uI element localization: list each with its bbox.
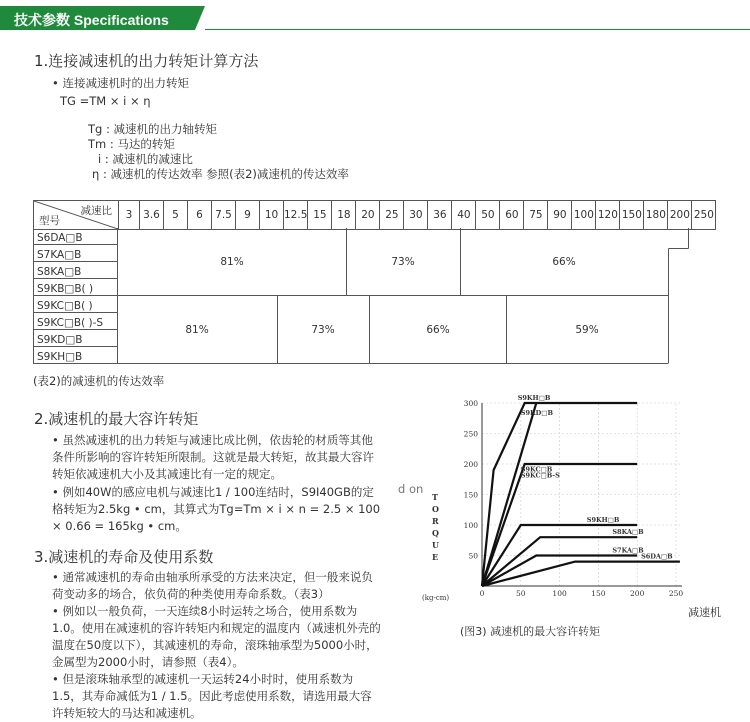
ratio-cell: 100 — [572, 201, 596, 230]
efficiency-value: 66% — [426, 324, 450, 336]
type-header: 型号 — [39, 215, 60, 227]
stray-text: d on — [398, 482, 424, 496]
x-tick-label: 150 — [591, 589, 606, 598]
header-title: 技术参数 Specifications — [14, 12, 169, 28]
section1-bullet: • 连接减速机时的出力转矩 — [52, 76, 189, 90]
ratio-cell: 180 — [644, 201, 668, 230]
y-label-letter: R — [432, 516, 439, 526]
efficiency-value: 73% — [311, 324, 335, 336]
efficiency-value: 59% — [575, 324, 599, 336]
ratio-cell: 90 — [548, 201, 572, 230]
section3-title: 3.减速机的寿命及使用系数 — [34, 548, 214, 566]
efficiency-value: 81% — [220, 256, 244, 268]
y-label-letter: E — [432, 552, 439, 562]
model-cell: S7KA□B — [37, 249, 82, 261]
y-tick-label: 100 — [463, 521, 478, 530]
header-rule — [205, 29, 750, 30]
section-header — [0, 0, 750, 34]
def-eta: η : 减速机的传达效率 参照(表2)减速机的传达效率 — [92, 167, 349, 181]
ratio-cell: 9 — [236, 201, 260, 230]
y-axis-label — [432, 492, 439, 562]
y-label-letter: O — [432, 504, 439, 514]
x-tick-label: 100 — [552, 589, 567, 598]
section2-title: 2.减速机的最大容许转矩 — [34, 410, 199, 428]
ratio-cell: 36 — [428, 201, 452, 230]
series-label: S9KD□B — [520, 409, 553, 418]
efficiency-value: 73% — [391, 256, 415, 268]
section1-title: 1.连接减速机的出力转矩计算方法 — [34, 52, 259, 70]
section2-bullet1: • 虽然减速机的出力转矩与减速比成比例，依齿轮的材质等其他条件所影响的容许转矩所限制。这就是最大转矩，故其最大容许转矩依减速机大小及其减速比有一定的规定。 — [52, 433, 374, 481]
ratio-cell: 3.6 — [140, 201, 164, 230]
ratio-cell: 18 — [332, 201, 356, 230]
ratio-cell: 5 — [164, 201, 188, 230]
x-tick-label: 50 — [516, 589, 526, 598]
model-cell: S9KC□B( )-S — [37, 317, 104, 329]
section1-formula: TG =TM × i × η — [60, 94, 151, 108]
ratio-cell: 150 — [620, 201, 644, 230]
y-label-letter: Q — [432, 528, 439, 538]
series-label: S9KH□B — [586, 516, 620, 524]
series-label: S6DA□B — [641, 552, 673, 561]
y-tick-label: 300 — [463, 399, 478, 408]
series-label: S9KC□B-S — [520, 471, 560, 480]
def-tg: Tg : 减速机的出力轴转矩 — [88, 122, 218, 136]
ratio-cell: 30 — [404, 201, 428, 230]
model-cell: S8KA□B — [37, 266, 82, 278]
ratio-cell: 6 — [188, 201, 212, 230]
x-tick-label: 0 — [479, 589, 485, 598]
efficiency-value: 66% — [552, 256, 576, 268]
chart-caption: (图3) 减速机的最大容许转矩 — [460, 625, 601, 638]
ratio-cell: 60 — [500, 201, 524, 230]
y-tick-label: 250 — [463, 429, 478, 439]
ratio-cell: 15 — [308, 201, 332, 230]
y-label-letter: T — [432, 492, 438, 502]
ratio-cell: 250 — [692, 201, 716, 230]
model-cell: S6DA□B — [37, 232, 83, 244]
section3-bullet3: • 但是滚珠轴承型的减速机一天运转24小时时，使用系数为1.5，其寿命减低为1 / 1.5。因此考虑使用系数，请选用最大容许转矩较大的马达和减速机。 — [52, 672, 372, 720]
y-tick-label: 50 — [468, 551, 478, 561]
table-caption: (表2)的减速机的传达效率 — [33, 374, 165, 388]
torque-chart — [420, 388, 730, 638]
ratio-cell: 3 — [119, 201, 140, 230]
y-tick-label: 200 — [463, 460, 478, 469]
model-cell: S9KH□B — [37, 351, 83, 363]
series-line — [482, 562, 680, 586]
ratio-cell: 120 — [596, 201, 620, 230]
section3-bullet2: • 例如以一般负荷，一天连续8小时运转之场合，使用系数为1.0。使用在减速机的容许转矩内和规定的温度内（减速机外壳的温度在50度以下），其减速机的寿命，滚珠轴承型为5000小时，金属型为2000小时，请参照（表4）。 — [52, 604, 381, 669]
ratio-cell: 12.5 — [284, 201, 308, 230]
def-i: i : 减速机的减速比 — [98, 152, 193, 166]
section3-bullet1: • 通常减速机的寿命由轴承所承受的方法来决定，但一般来说负荷变动多的场合，依负荷的种类使用寿命系数。（表3） — [52, 570, 373, 601]
ratio-cell: 50 — [476, 201, 500, 230]
y-tick-label: 150 — [463, 490, 478, 500]
ratio-cell: 200 — [668, 201, 692, 230]
x-axis-label: 减速机 — [688, 606, 721, 619]
ratio-cell: 75 — [524, 201, 548, 230]
section2-bullet2: • 例如40W的感应电机与减速比1 / 100连结时，S9I40GB的定格转矩为2.5kg • cm，其算式为Tg=Tm × i × n = 2.5 × 100 × 0.66 = 165kg • cm。 — [52, 485, 381, 533]
y-label-letter: U — [432, 540, 439, 550]
series-label: S9KH□B — [517, 394, 551, 402]
ratio-cell: 7.5 — [212, 201, 236, 230]
series-label: S9KC□B — [520, 465, 553, 474]
ratio-cell: 25 — [380, 201, 404, 230]
efficiency-table — [33, 200, 716, 230]
model-cell: S9KC□B( ) — [37, 300, 93, 312]
ratio-header: 减速比 — [80, 205, 112, 217]
y-axis-unit: (kg-cm) — [422, 594, 450, 602]
ratio-cell: 40 — [452, 201, 476, 230]
x-tick-label: 200 — [630, 589, 645, 598]
table-corner-cell — [34, 201, 119, 230]
x-tick-label: 250 — [668, 589, 684, 598]
ratio-cell: 20 — [356, 201, 380, 230]
efficiency-value: 81% — [185, 324, 209, 336]
def-tm: Tm : 马达的转矩 — [88, 137, 175, 151]
series-label: S7KA□B — [612, 546, 644, 555]
model-cell: S9KB□B( ) — [37, 283, 94, 295]
model-cell: S9KD□B — [37, 334, 83, 346]
series-label: S8KA□B — [612, 528, 644, 537]
efficiency-body — [33, 228, 689, 364]
ratio-cell: 10 — [260, 201, 284, 230]
